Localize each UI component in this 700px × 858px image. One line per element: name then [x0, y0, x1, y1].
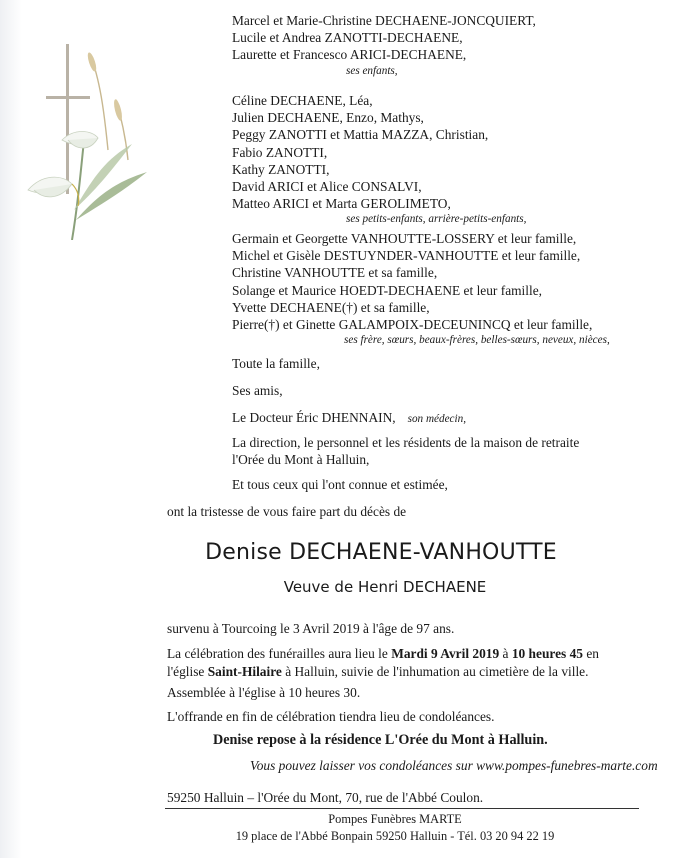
resting-place: Denise repose à la résidence L'Orée du Mont à Halluin.: [213, 732, 548, 748]
doctor-name: Le Docteur Éric DHENNAIN,: [232, 410, 396, 425]
assembly-info: Assemblée à l'église à 10 heures 30.: [167, 685, 361, 700]
funeral-date: Mardi 9 Avril 2019: [391, 646, 500, 661]
relation-label: ses petits-enfants, arrière-petits-enfants,: [346, 213, 527, 226]
postal-address: 59250 Halluin – l'Orée du Mont, 70, rue de l'Abbé Coulon.: [167, 790, 484, 805]
family-line: Solange et Maurice HOEDT-DECHAENE et leur famille,: [232, 282, 543, 298]
care-home-line: l'Orée du Mont à Halluin,: [232, 452, 370, 467]
relation-label: ses enfants,: [346, 64, 398, 77]
family-line: David ARICI et Alice CONSALVI,: [232, 178, 422, 194]
grandchildren-block: [232, 92, 692, 227]
family-line: Fabio ZANOTTI,: [232, 144, 328, 160]
family-line: Laurette et Francesco ARICI-DECHAENE,: [232, 47, 467, 63]
funeral-text: l'église: [167, 663, 208, 679]
family-line: Pierre(†) et Ginette GALAMPOIX-DECEUNINCQ et leur famille,: [232, 316, 593, 332]
offering-info: L'offrande en fin de célébration tiendra lieu de condoléances.: [167, 709, 495, 724]
family-line: Christine VANHOUTTE et sa famille,: [232, 265, 438, 281]
funeral-home-contact: 19 place de l'Abbé Bonpain 59250 Halluin - Tél. 03 20 94 22 19: [235, 829, 555, 843]
family-line: Peggy ZANOTTI et Mattia MAZZA, Christian,: [232, 127, 489, 143]
funeral-text: La célébration des funérailles aura lieu le: [167, 646, 392, 661]
cross-lily-wheat-decoration-icon: [22, 40, 152, 240]
funeral-time: 10 heures 45: [511, 646, 583, 661]
family-line: Julien DECHAENE, Enzo, Mathys,: [232, 110, 424, 126]
doctor-line: [232, 410, 466, 426]
others-line: Et tous ceux qui l'ont connue et estimée,: [232, 477, 448, 492]
siblings-block: [232, 230, 692, 348]
paper-fold-shadow: [0, 0, 22, 858]
funeral-info: [167, 645, 647, 680]
family-line: Yvette DECHAENE(†) et sa famille,: [232, 299, 430, 315]
doctor-role: son médecin,: [407, 413, 467, 425]
widow-of: Veuve de Henri DECHAENE: [283, 578, 487, 596]
family-line: Lucile et Andrea ZANOTTI-DECHAENE,: [232, 30, 463, 46]
divider: [165, 808, 639, 809]
care-home-line: La direction, le personnel et les résidents de la maison de retraite: [232, 435, 580, 450]
funeral-church: Saint-Hilaire: [207, 663, 282, 679]
family-line: Kathy ZANOTTI,: [232, 161, 330, 177]
funeral-text: à: [499, 646, 512, 661]
death-info: survenu à Tourcoing le 3 Avril 2019 à l'âge de 97 ans.: [167, 621, 455, 636]
family-line: Michel et Gisèle DESTUYNDER-VANHOUTTE et leur famille,: [232, 248, 581, 264]
children-block: [232, 12, 692, 79]
family-line: Toute la famille,: [232, 356, 320, 371]
announcement-intro: ont la tristesse de vous faire part du décès de: [167, 504, 407, 519]
family-line: Céline DECHAENE, Léa,: [232, 93, 373, 108]
funeral-text: à Halluin, suivie de l'inhumation au cimetière de la ville.: [281, 663, 589, 679]
family-line: Matteo ARICI et Marta GEROLIMETO,: [232, 196, 451, 212]
deceased-first-name: Denise: [205, 540, 282, 565]
friends-line: Ses amis,: [232, 383, 283, 398]
condolences-website: Vous pouvez laisser vos condoléances sur www.pompes-funebres-marte.com: [250, 758, 658, 773]
deceased-name: [0, 540, 700, 565]
relation-label: ses frère, sœurs, beaux-frères, belles-sœurs, neveux, nièces,: [344, 334, 610, 347]
funeral-home-name: Pompes Funèbres MARTE: [328, 812, 462, 826]
family-line: Germain et Georgette VANHOUTTE-LOSSERY et leur famille,: [232, 231, 577, 246]
funeral-text: en: [582, 646, 599, 661]
family-line: Marcel et Marie-Christine DECHAENE-JONCQUIERT,: [232, 13, 536, 28]
deceased-last-name: DECHAENE-VANHOUTTE: [289, 540, 557, 565]
